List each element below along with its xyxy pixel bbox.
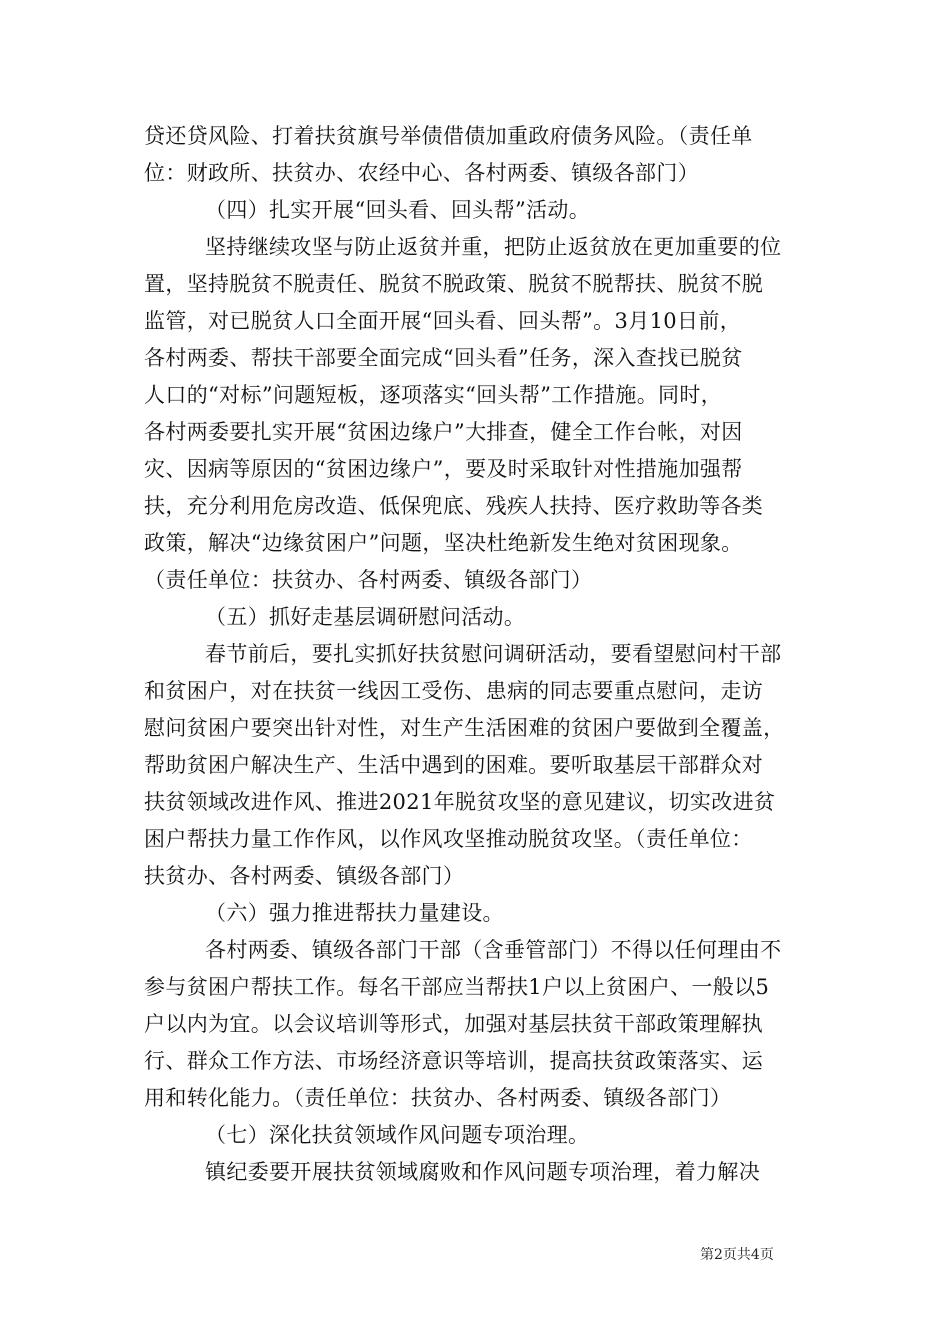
text-line: 行、群众工作方法、市场经济意识等培训，提高扶贫政策落实、运	[144, 1049, 764, 1073]
text-line: 用和转化能力。（责任单位：扶贫办、各村两委、镇级各部门）	[144, 1086, 732, 1110]
text-line: 各村两委、镇级各部门干部（含垂管部门）不得以任何理由不	[205, 938, 782, 962]
text-line: 扶，充分利用危房改造、低保兜底、残疾人扶持、医疗救助等各类	[144, 494, 764, 518]
text-line: 参与贫困户帮扶工作。每名干部应当帮扶1户以上贫困户、一般以5	[144, 975, 770, 999]
text-line: 政策，解决“边缘贫困户”问题，坚决杜绝新发生绝对贫困现象。	[144, 531, 743, 555]
text-line: 扶贫办、各村两委、镇级各部门）	[144, 864, 465, 888]
text-line: 和贫困户，对在扶贫一线因工受伤、患病的同志要重点慰问，走访	[144, 679, 764, 703]
text-line: 困户帮扶力量工作作风，以作风攻坚推动脱贫攻坚。（责任单位：	[144, 827, 753, 851]
text-line: （责任单位：扶贫办、各村两委、镇级各部门）	[144, 568, 593, 592]
text-line: 镇纪委要开展扶贫领域腐败和作风问题专项治理，着力解决	[205, 1160, 761, 1184]
section-heading: （六）强力推进帮扶力量建设。	[205, 901, 504, 925]
text-line: 置，坚持脱贫不脱责任、脱贫不脱政策、脱贫不脱帮扶、脱贫不脱	[144, 272, 764, 296]
text-line: 监管，对已脱贫人口全面开展“回头看、回头帮”。3月10日前，	[144, 309, 742, 333]
text-line: 各村两委要扎实开展“贫困边缘户”大排查，健全工作台帐，对因	[144, 420, 743, 444]
text-line: 户以内为宜。以会议培训等形式，加强对基层扶贫干部政策理解执	[144, 1012, 764, 1036]
text-line: 贷还贷风险、打着扶贫旗号举债借债加重政府债务风险。（责任单	[144, 124, 753, 148]
text-line: 春节前后，要扎实抓好扶贫慰问调研活动，要看望慰问村干部	[205, 642, 782, 666]
text-line: 帮助贫困户解决生产、生活中遇到的困难。要听取基层干部群众对	[144, 753, 764, 777]
text-line: 各村两委、帮扶干部要全面完成“回头看”任务，深入查找已脱贫	[144, 346, 743, 370]
text-line: 人口的“对标”问题短板，逐项落实“回头帮”工作措施。同时，	[144, 383, 723, 407]
text-line: 灾、因病等原因的“贫困边缘户”，要及时采取针对性措施加强帮	[144, 457, 743, 481]
text-line: 扶贫领域改进作风、推进2021年脱贫攻坚的意见建议，切实改进贫	[144, 790, 776, 814]
section-heading: （四）扎实开展“回头看、回头帮”活动。	[205, 198, 591, 222]
text-line: 位：财政所、扶贫办、农经中心、各村两委、镇级各部门）	[144, 161, 700, 185]
page-number-footer: 第2页共4页	[700, 1247, 774, 1263]
text-line: 慰问贫困户要突出针对性，对生产生活困难的贫困户要做到全覆盖，	[144, 716, 785, 740]
text-line: 坚持继续攻坚与防止返贫并重，把防止返贫放在更加重要的位	[205, 235, 782, 259]
section-heading: （五）抓好走基层调研慰问活动。	[205, 605, 526, 629]
section-heading: （七）深化扶贫领域作风问题专项治理。	[205, 1123, 590, 1147]
